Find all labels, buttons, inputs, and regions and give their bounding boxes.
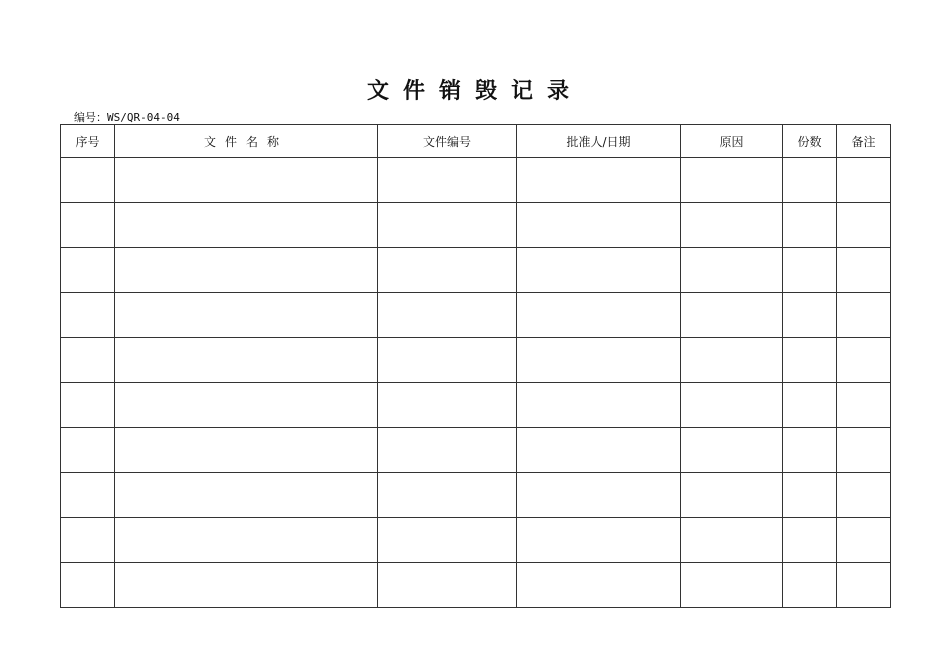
cell-file-name [115, 428, 378, 473]
cell-file-number [378, 563, 517, 608]
cell-file-name [115, 338, 378, 383]
table-row [61, 248, 891, 293]
cell-remarks [837, 473, 891, 518]
cell-reason [681, 158, 783, 203]
cell-copies [783, 473, 837, 518]
cell-seq [61, 473, 115, 518]
cell-copies [783, 428, 837, 473]
cell-seq [61, 383, 115, 428]
cell-remarks [837, 338, 891, 383]
cell-remarks [837, 293, 891, 338]
cell-copies [783, 203, 837, 248]
cell-approver-date [517, 338, 681, 383]
cell-copies [783, 383, 837, 428]
cell-copies [783, 293, 837, 338]
table-row [61, 293, 891, 338]
cell-file-number [378, 428, 517, 473]
cell-approver-date [517, 518, 681, 563]
cell-remarks [837, 563, 891, 608]
cell-file-number [378, 203, 517, 248]
cell-reason [681, 338, 783, 383]
cell-file-name [115, 248, 378, 293]
header-remarks: 备注 [837, 125, 891, 158]
header-copies: 份数 [783, 125, 837, 158]
cell-approver-date [517, 473, 681, 518]
form-number: 编号：WS/QR-04-04 [74, 111, 180, 124]
cell-approver-date [517, 428, 681, 473]
header-file-name: 文件名称 [115, 125, 378, 158]
cell-seq [61, 338, 115, 383]
page-title: 文件销毁记录 [366, 79, 583, 104]
cell-file-name [115, 158, 378, 203]
cell-file-name [115, 518, 378, 563]
cell-approver-date [517, 383, 681, 428]
cell-file-name [115, 473, 378, 518]
cell-approver-date [517, 293, 681, 338]
cell-seq [61, 158, 115, 203]
cell-file-number [378, 158, 517, 203]
cell-seq [61, 293, 115, 338]
table-row [61, 428, 891, 473]
table-row [61, 203, 891, 248]
cell-file-name [115, 563, 378, 608]
cell-remarks [837, 203, 891, 248]
cell-remarks [837, 383, 891, 428]
header-reason: 原因 [681, 125, 783, 158]
cell-file-name [115, 293, 378, 338]
header-seq: 序号 [61, 125, 115, 158]
cell-copies [783, 158, 837, 203]
table-row [61, 518, 891, 563]
cell-seq [61, 203, 115, 248]
cell-file-number [378, 293, 517, 338]
header-approver-date: 批准人/日期 [517, 125, 681, 158]
cell-approver-date [517, 203, 681, 248]
cell-file-number [378, 383, 517, 428]
table-row [61, 158, 891, 203]
cell-reason [681, 248, 783, 293]
header-file-number: 文件编号 [378, 125, 517, 158]
cell-file-name [115, 203, 378, 248]
cell-reason [681, 203, 783, 248]
header-row [61, 125, 891, 158]
cell-remarks [837, 158, 891, 203]
cell-reason [681, 293, 783, 338]
table-row [61, 563, 891, 608]
cell-file-name [115, 383, 378, 428]
cell-seq [61, 428, 115, 473]
table-row [61, 473, 891, 518]
cell-approver-date [517, 248, 681, 293]
cell-file-number [378, 248, 517, 293]
destruction-record-table [60, 124, 891, 608]
cell-seq [61, 518, 115, 563]
cell-remarks [837, 428, 891, 473]
cell-file-number [378, 473, 517, 518]
cell-copies [783, 518, 837, 563]
cell-seq [61, 563, 115, 608]
cell-copies [783, 248, 837, 293]
cell-remarks [837, 518, 891, 563]
cell-file-number [378, 518, 517, 563]
cell-approver-date [517, 158, 681, 203]
cell-reason [681, 383, 783, 428]
cell-file-number [378, 338, 517, 383]
cell-remarks [837, 248, 891, 293]
cell-reason [681, 428, 783, 473]
cell-seq [61, 248, 115, 293]
cell-approver-date [517, 563, 681, 608]
cell-reason [681, 518, 783, 563]
cell-copies [783, 338, 837, 383]
table-row [61, 338, 891, 383]
cell-reason [681, 563, 783, 608]
cell-reason [681, 473, 783, 518]
cell-copies [783, 563, 837, 608]
table-row [61, 383, 891, 428]
